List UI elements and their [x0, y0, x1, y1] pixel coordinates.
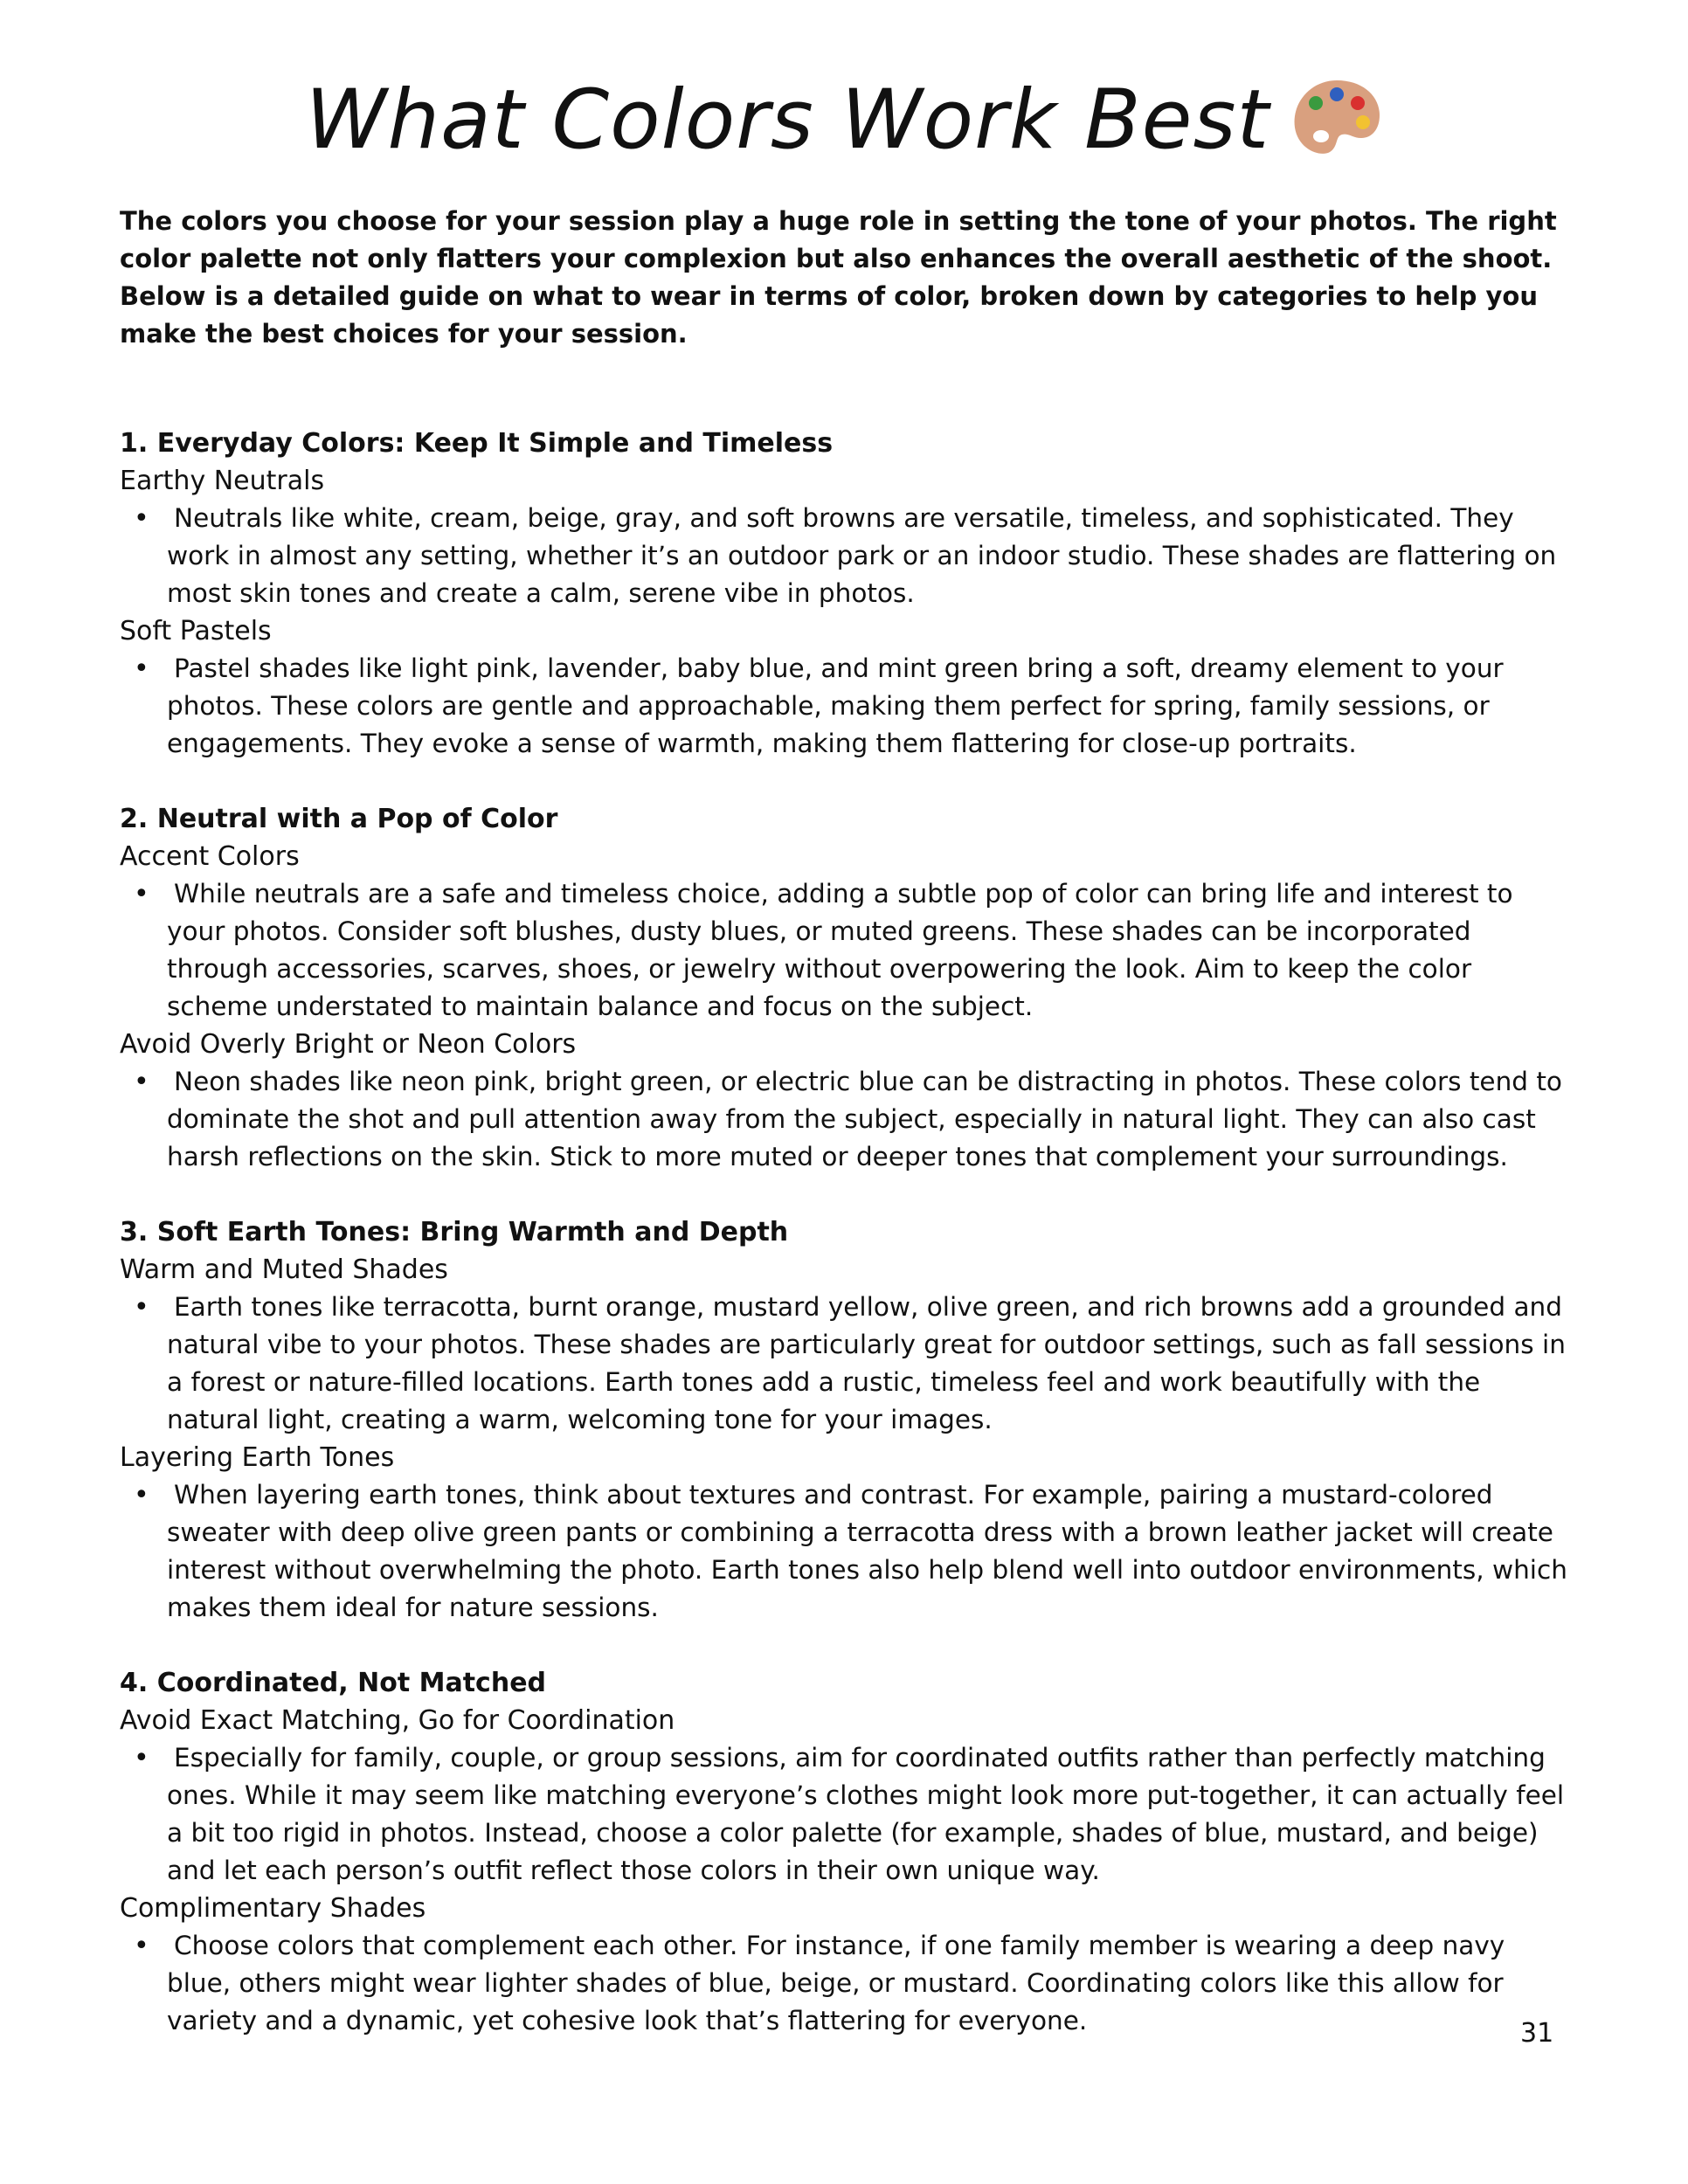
- section-pop-of-color: [120, 800, 1570, 1176]
- list-item: [120, 1289, 1570, 1439]
- bullet-marker: •: [134, 1480, 149, 1510]
- subsection-title: Soft Pastels: [120, 616, 272, 646]
- document-body: [120, 203, 1570, 2040]
- paint-dot-red: [1351, 96, 1365, 110]
- list-item: [120, 500, 1570, 612]
- title-row: [0, 68, 1688, 173]
- section-coordinated-not-matched: [120, 1664, 1570, 2040]
- intro-paragraph: The colors you choose for your session play a huge role in setting the tone of your photos. The right color palette not only flatters your complexion but also enhances the overall aesthetic of the shoot. Below is a detailed guide on what to wear in terms of color, broken down by categories to help you make the best choices for your session.: [120, 206, 1557, 349]
- list-item: [120, 650, 1570, 763]
- list-item-text: Especially for family, couple, or group sessions, aim for coordinated outfits rather than perfectly matching ones. While it may seem like matching everyone’s clothes might look more put-together, it can actually feel a bit too rigid in photos. Instead, choose a color palette (for example, shades of blue, mustard, and beige) and let each person’s outfit reflect those colors in their own unique way.: [167, 1743, 1565, 1885]
- section-heading: 3. Soft Earth Tones: Bring Warmth and Depth: [120, 1217, 789, 1248]
- bullet-marker: •: [134, 879, 149, 909]
- bullet-marker: •: [134, 1743, 149, 1773]
- page-number: 31: [1520, 2018, 1554, 2049]
- subsection-title: Complimentary Shades: [120, 1893, 426, 1924]
- bullet-marker: •: [134, 1931, 149, 1961]
- paint-dot-blue: [1330, 87, 1344, 101]
- section-heading: 4. Coordinated, Not Matched: [120, 1668, 547, 1698]
- bullet-marker: •: [134, 503, 149, 534]
- page-title: What Colors Work Best: [305, 73, 1270, 168]
- bullet-marker: •: [134, 653, 149, 684]
- section-heading: 2. Neutral with a Pop of Color: [120, 804, 558, 834]
- subsection-title: Accent Colors: [120, 841, 300, 872]
- list-item-text: When layering earth tones, think about textures and contrast. For example, pairing a mustard-colored sweater with deep olive green pants or combining a terracotta dress with a brown leather jacket will create interest without overwhelming the photo. Earth tones also help blend well into outdoor environments, which makes them ideal for nature sessions.: [167, 1480, 1567, 1622]
- subsection-title: Warm and Muted Shades: [120, 1254, 448, 1285]
- artist-palette-icon: [1291, 77, 1382, 157]
- subsection-title: Layering Earth Tones: [120, 1442, 395, 1473]
- subsection-title: Earthy Neutrals: [120, 466, 325, 496]
- list-item-text: Neon shades like neon pink, bright green, or electric blue can be distracting in photos. These colors tend to dominate the shot and pull attention away from the subject, especially in natural light. They can also cast harsh reflections on the skin. Stick to more muted or deeper tones that complement your surroundings.: [167, 1067, 1562, 1171]
- list-item-text: Earth tones like terracotta, burnt orange, mustard yellow, olive green, and rich browns add a grounded and natural vibe to your photos. These shades are particularly great for outdoor settings, such as fall sessions in a forest or nature-filled locations. Earth tones add a rustic, timeless feel and work beautifully with the natural light, creating a warm, welcoming tone for your images.: [167, 1292, 1566, 1434]
- subsection-title: Avoid Overly Bright or Neon Colors: [120, 1029, 577, 1060]
- section-soft-earth-tones: [120, 1213, 1570, 1627]
- list-item-text: Neutrals like white, cream, beige, gray, and soft browns are versatile, timeless, and sophisticated. They work in almost any setting, whether it’s an outdoor park or an indoor studio. These shades are flattering on most skin tones and create a calm, serene vibe in photos.: [167, 503, 1557, 608]
- list-item-text: Pastel shades like light pink, lavender, baby blue, and mint green bring a soft, dreamy element to your photos. These colors are gentle and approachable, making them perfect for spring, family sessions, or engagements. They evoke a sense of warmth, making them flattering for close-up portraits.: [167, 653, 1504, 758]
- paint-dot-green: [1309, 96, 1323, 110]
- palette-thumb-hole: [1313, 130, 1329, 142]
- list-item-text: While neutrals are a safe and timeless choice, adding a subtle pop of color can bring life and interest to your photos. Consider soft blushes, dusty blues, or muted greens. These shades can be incorporated through accessories, scarves, shoes, or jewelry without overpowering the look. Aim to keep the color scheme understated to maintain balance and focus on the subject.: [167, 879, 1513, 1021]
- list-item: [120, 1739, 1570, 1890]
- list-item: [120, 1927, 1570, 2040]
- subsection-title: Avoid Exact Matching, Go for Coordination: [120, 1705, 675, 1736]
- section-everyday-colors: [120, 425, 1570, 763]
- list-item-text: Choose colors that complement each other. For instance, if one family member is wearing a deep navy blue, others might wear lighter shades of blue, beige, or mustard. Coordinating colors like this allow for variety and a dynamic, yet cohesive look that’s flattering for everyone.: [167, 1931, 1505, 2035]
- bullet-marker: •: [134, 1067, 149, 1097]
- bullet-marker: •: [134, 1292, 149, 1323]
- list-item: [120, 1476, 1570, 1627]
- section-heading: 1. Everyday Colors: Keep It Simple and Timeless: [120, 428, 834, 459]
- paint-dot-yellow: [1356, 115, 1370, 129]
- list-item: [120, 875, 1570, 1026]
- list-item: [120, 1063, 1570, 1176]
